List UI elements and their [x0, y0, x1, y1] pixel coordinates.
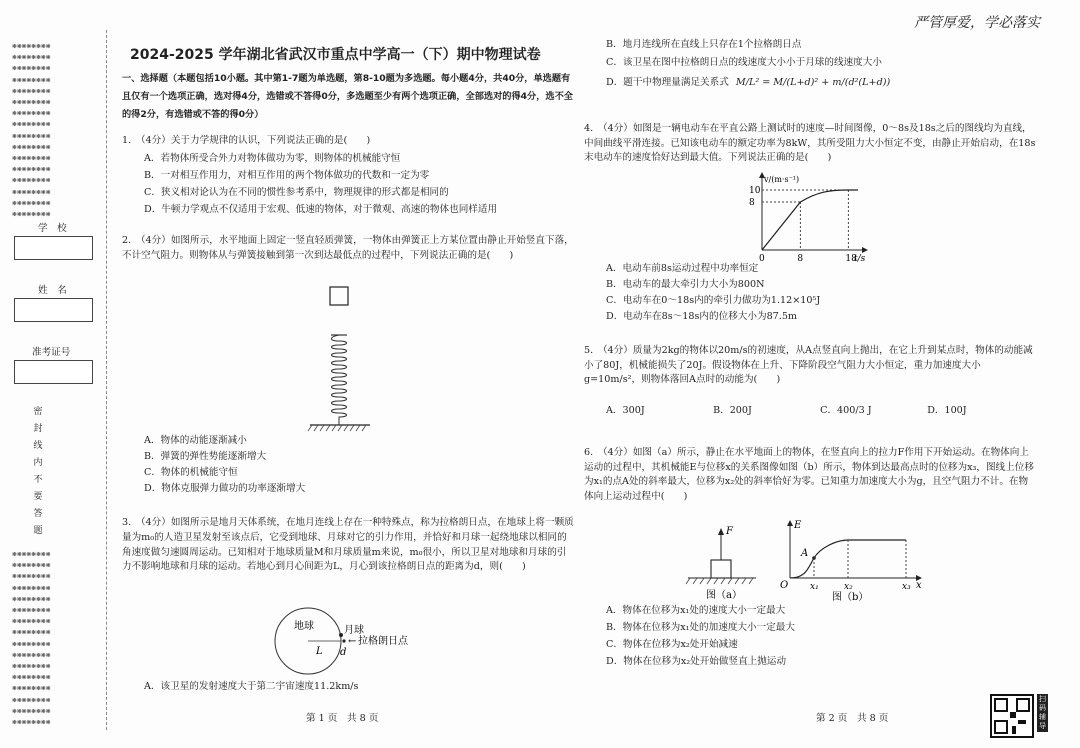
q2-options	[144, 434, 564, 496]
q2-option-b[interactable]: B．弹簧的弹性势能逐渐增大	[144, 451, 267, 462]
q5-option-c[interactable]: C．400/3 J	[820, 405, 872, 416]
fig-a	[680, 520, 770, 602]
fig-arrow-icon: ←	[348, 636, 357, 647]
q1-option-c[interactable]: C．狭义相对论认为在不同的惯性参考系中，物理规律的形式都是相同的	[144, 186, 449, 198]
q2-option-c[interactable]: C．物体的机械能守恒	[144, 467, 238, 478]
fig-b-x2: x₂	[844, 582, 853, 592]
fig-b-origin: O	[780, 580, 789, 591]
q3-option-a[interactable]: A．该卫星的发射速度大于第二宇宙速度11.2km/s	[144, 681, 359, 692]
id-label: 准考证号	[32, 347, 71, 358]
vt-chart	[740, 172, 870, 264]
q6-option-b[interactable]: B．物体在位移为x₁处的加速度大小一定最大	[606, 622, 795, 633]
q5-stem: 5. （4分）质量为2kg的物体以20m/s的初速度，从A点竖直向上抛出，在它上升到某点时，物体的动能减小了80J，机械能损失了20J。假设物体在上升、下降阶段空气阻力大小恒定，重力加速度大小g=10m/s²，则物体落回A点时的动能为( )	[584, 345, 1033, 385]
vt-xtick-18: 18	[845, 254, 857, 264]
fig-earth-label: 地球	[294, 621, 314, 632]
lagrange-point	[342, 639, 345, 642]
q6-option-d[interactable]: D．物体在位移为x₂处开始做竖直上抛运动	[606, 656, 787, 667]
fig-b-x3: x₃	[902, 582, 911, 592]
q5-option-a[interactable]: A．300J	[606, 405, 645, 416]
q3-stem: 3. （4分）如图所示是地月天体系统，在地月连线上存在一种特殊点，称为拉格朗日点，在地球上将一颗质量为m₀的人造卫星发射至该点后，它受到地球、月球对它的引力作用，并恰好和月球一起绕地球以相同的角速度做匀速圆周运动。已知相对于地球质量M和月球质量m来说，m₀很小，所以卫星对地球和月球的引力不影响地球和月球的运动。若地心到月心间距为L，月心到该拉格朗日点的距离为d，则( )	[122, 517, 574, 573]
seal-stars-bottom: ❋❋❋❋❋❋❋❋ ❋❋❋❋❋❋❋❋ ❋❋❋❋❋❋❋❋ ❋❋❋❋❋❋❋❋ ❋❋❋❋❋❋❋❋ ❋❋❋❋❋❋❋❋ ❋❋❋❋❋❋❋❋ ❋❋❋❋❋❋❋❋ ❋❋❋❋❋❋❋❋ ❋❋❋❋❋❋❋❋ ❋❋❋❋❋❋❋❋ ❋❋❋❋❋❋❋❋ ❋❋❋❋❋❋❋❋ ❋❋❋❋❋❋❋❋ ❋❋❋❋❋❋❋❋ ❋❋❋❋❋❋❋❋	[12, 549, 51, 727]
fig-b-a-label: A	[801, 548, 809, 559]
qr-label: 扫码辅导	[1039, 695, 1046, 730]
id-field[interactable]	[14, 360, 93, 384]
fig-moon-label: 月球	[344, 625, 364, 636]
q3-option-b[interactable]: B．地月连线所在直线上只存在1个拉格朗日点	[606, 39, 802, 50]
q3-options-continued	[606, 38, 1046, 90]
vt-series-line	[762, 190, 858, 250]
block	[330, 287, 348, 305]
fig-l-label: L	[316, 646, 323, 657]
earth-moon-figure	[268, 605, 458, 679]
q3-option-d-prefix: D．题干中物理量满足关系式	[606, 77, 729, 88]
fig-b-x-label: x	[916, 580, 922, 591]
q5-option-d[interactable]: D．100J	[927, 405, 967, 416]
fig-b	[776, 518, 926, 602]
name-field[interactable]	[14, 298, 93, 322]
school-label: 学 校	[38, 223, 67, 234]
vt-ytick-10: 10	[749, 186, 761, 196]
moon	[339, 633, 343, 637]
force-arrow-head	[718, 528, 724, 535]
fig-point-label: 拉格朗日点	[358, 636, 408, 647]
fig-b-x1: x₁	[810, 582, 819, 592]
q6-option-c[interactable]: C．物体在位移为x₂处开始减速	[606, 639, 738, 650]
spring-figure	[300, 283, 390, 435]
q6-stem: 6. （4分）如图（a）所示，静止在水平地面上的物体，在竖直向上的拉力F作用下开始运动。在物体向上运动的过程中，其机械能E与位移x的关系图像如图（b）所示，物体到达最高点时的位移为x₃，图线上位移为x₁的点A处的斜率最大，位移为x₂处的斜率恰好为零。已知重力加速度大小为g，且空气阻力不计。在物体向上运动过程中( )	[584, 447, 1034, 502]
section-intro: 一、选择题（本题包括10小题。其中第1-7题为单选题，第8-10题为多选题。每小题4分，共40分，单选题有且仅有一个选项正确，选对得4分，选错或不答得0分，多选题至少有两个选项正确，全部选对的得4分，选不全的得2分，有选错或不答的得0分）	[122, 73, 573, 120]
vt-axes	[749, 172, 868, 264]
q3-option-c[interactable]: C．该卫星在图中拉格朗日点的线速度大小小于月球的线速度大小	[606, 57, 882, 68]
q4-option-d[interactable]: D．电动车在8s～18s内的位移大小为87.5m	[606, 311, 798, 322]
fig-a-caption: 图（a）	[706, 590, 742, 601]
fig-b-e-label: E	[794, 520, 802, 531]
vt-ylabel: v/(m·s⁻¹)	[764, 175, 800, 184]
q4-option-c[interactable]: C．电动车在0～18s内的牵引力做功为1.12×10⁵J	[606, 295, 821, 306]
q1-stem: 1. （4分）关于力学规律的认识，下列说法正确的是( )	[122, 135, 371, 146]
header-motto: 严管厚爱，学必落实	[914, 15, 1040, 31]
q2-option-d[interactable]: D．物体克服弹力做功的功率逐渐增大	[144, 483, 306, 494]
q4-option-b[interactable]: B．电动车的最大牵引力大小为800N	[606, 279, 765, 290]
q3-option-d-formula: M/L² = M/(L+d)² + m/(d²(L+d))	[735, 77, 891, 88]
q1-option-a[interactable]: A．若物体所受合外力对物体做功为零，则物体的机械能守恒	[144, 152, 401, 164]
vt-ytick-8: 8	[749, 198, 755, 208]
fig-d-label: d	[340, 647, 347, 658]
fig-b-y-arrow	[787, 520, 793, 526]
page-title: 2024-2025 学年湖北省武汉市重点中学高一（下）期中物理试卷	[130, 47, 541, 63]
q2-stem: 2. （4分）如图所示，水平地面上固定一竖直轻质弹簧，一物体由弹簧正上方某位置由静止开始竖直下落，不计空气阻力。则物体从与弹簧接触到第一次到达最低点的过程中，下列说法正确的是( )	[122, 235, 574, 261]
seal-dashed-line	[106, 30, 107, 730]
vt-xtick-0: 0	[759, 254, 765, 264]
q1-option-d[interactable]: D．牛顿力学观点不仅适用于宏观、低速的物体，对于微观、高速的物体也同样适用	[144, 203, 498, 215]
school-field[interactable]	[14, 236, 93, 260]
q5-options	[606, 404, 1036, 418]
footer-page-2: 第 2 页 共 8 页	[816, 713, 889, 724]
vt-xtick-8: 8	[797, 254, 804, 264]
qr-code[interactable]	[990, 694, 1034, 738]
q2-option-a[interactable]: A．物体的动能逐渐减小	[144, 435, 247, 446]
q3-option-d[interactable]	[606, 76, 1046, 90]
q4-options	[606, 262, 1036, 324]
force-label: F	[726, 526, 733, 537]
fig-a-block	[711, 560, 731, 578]
fig-b-caption: 图（b）	[832, 592, 869, 602]
q6-options	[606, 604, 1036, 669]
q5-option-b[interactable]: B．200J	[713, 405, 752, 416]
name-label: 姓 名	[38, 285, 67, 296]
seal-stars-top: ❋❋❋❋❋❋❋❋ ❋❋❋❋❋❋❋❋ ❋❋❋❋❋❋❋❋ ❋❋❋❋❋❋❋❋ ❋❋❋❋❋❋❋❋ ❋❋❋❋❋❋❋❋ ❋❋❋❋❋❋❋❋ ❋❋❋❋❋❋❋❋ ❋❋❋❋❋❋❋❋ ❋❋❋❋❋❋❋❋ ❋❋❋❋❋❋❋❋ ❋❋❋❋❋❋❋❋ ❋❋❋❋❋❋❋❋ ❋❋❋❋❋❋❋❋ ❋❋❋❋❋❋❋❋ ❋❋❋❋❋❋❋❋	[12, 41, 51, 219]
q6-option-a[interactable]: A．物体在位移为x₁处的速度大小一定最大	[606, 605, 786, 616]
vt-xlabel: t/s	[854, 254, 866, 264]
vt-x-arrow	[862, 247, 868, 253]
question-1	[122, 134, 574, 217]
spring	[331, 335, 347, 425]
q4-stem: 4. （4分）如图是一辆电动车在平直公路上测试时的速度—时间图像，0～8s及18s之后的图线均为直线，中间曲线平滑连接。已知该电动车的额定功率为8kW，其所受阻力大小恒定不变，由静止开始启动，在18s末电动车的速度恰好达到最大值。下列说法正确的是( )	[584, 123, 1036, 163]
q1-option-b[interactable]: B．一对相互作用力，对相互作用的两个物体做功的代数和一定为零	[144, 169, 430, 181]
footer-page-1: 第 1 页 共 8 页	[306, 713, 379, 724]
seal-text: 密封线内不要答题	[33, 407, 43, 536]
q4-option-a[interactable]: A．电动车前8s运动过程中功率恒定	[606, 263, 759, 274]
